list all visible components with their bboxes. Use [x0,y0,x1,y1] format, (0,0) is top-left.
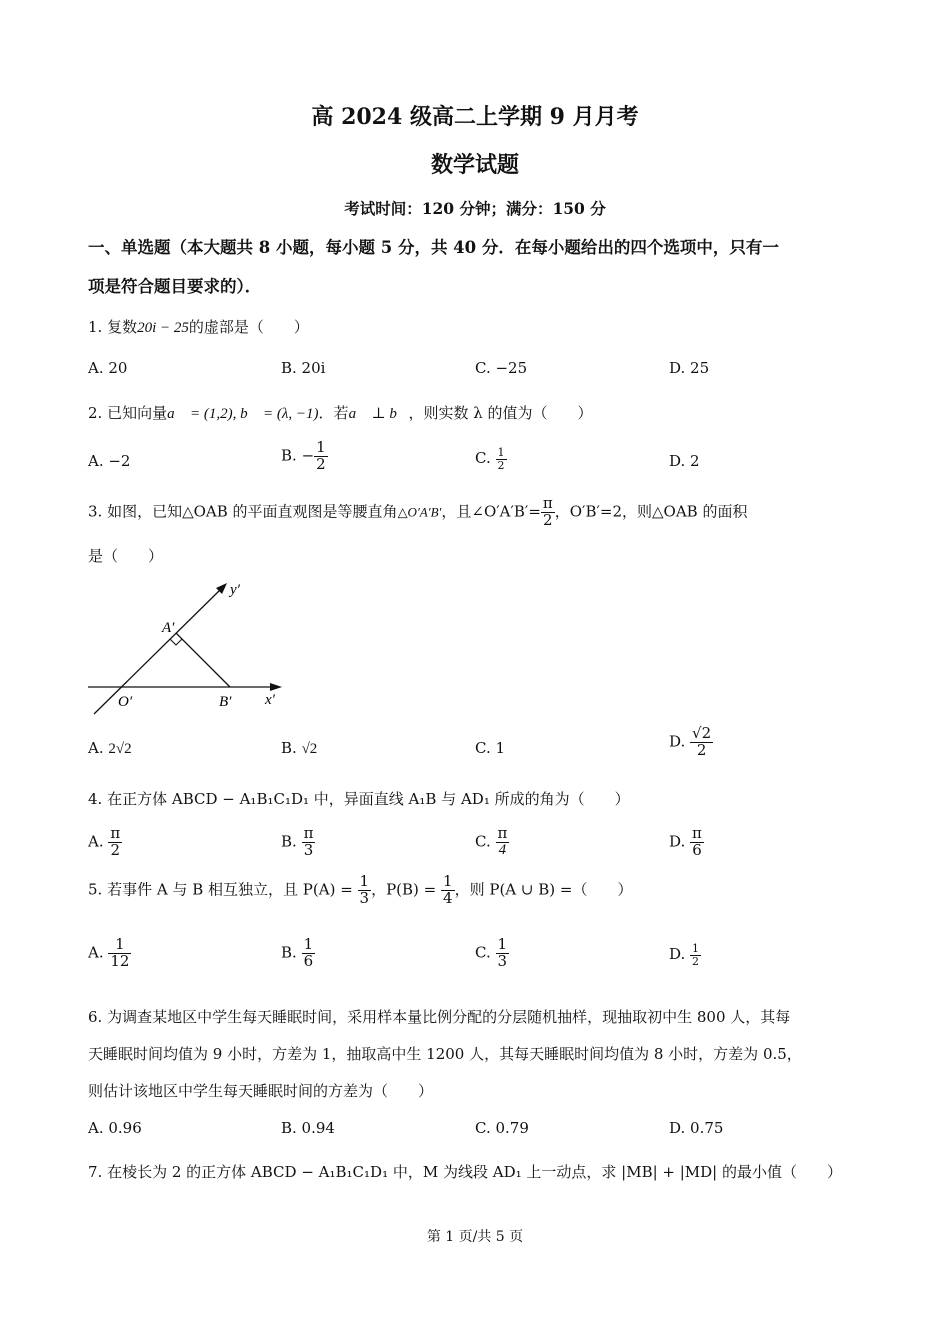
question-number: 1. [88,318,103,336]
question-text: ，P(B) = [371,880,437,899]
option-a: A. −2 [88,452,131,470]
section-heading-line1: 一、单选题（本大题共 8 小题，每小题 5 分，共 40 分．在每小题给出的四个选项中，只有一 [88,238,779,257]
math-expression: △O′A′B′ [397,504,442,520]
question-4 [88,788,630,809]
option-d: D. $\frac{\pi}{6}$ [669,824,702,859]
option-c: C. −25 [475,359,528,377]
question-number: 5. [88,880,103,899]
fraction: $\frac{1}{2}$ [316,438,326,473]
fraction: $\frac{1}{6}$ [303,935,314,970]
fraction: $\frac{\pi}{2}$ [542,494,553,529]
option-b: B. 20i [281,359,326,377]
question-number: 4. [88,790,103,808]
exam-subtitle: 数学试题 [430,152,519,178]
fraction: $\frac{\pi}{2}$ [110,824,121,859]
fraction: $\frac{1}{3}$ [497,935,508,970]
fraction: $\frac{\pi}{3}$ [303,824,314,859]
option-d: D. 25 [669,359,710,377]
option-d: D. 2 [669,452,700,470]
option-b: B. $\frac{\pi}{3}$ [281,824,314,859]
option-c: C. $\frac{1}{2}$ [475,446,505,472]
question-6-line1: 6. 为调查某地区中学生每天睡眠时间，采用样本量比例分配的分层随机抽样，现抽取初中生 800 人，其每 [88,1008,791,1026]
label-x: x′ [265,692,275,708]
option-a: A. 20 [88,359,128,377]
fraction: $\frac{√2}{2}$ [692,724,712,759]
question-text: ，且∠O′A′B′= [441,502,541,521]
option-d: D. $\frac{√2}{2}$ [669,724,712,759]
oblique-projection-figure [80,570,300,720]
right-angle-marker [170,639,182,645]
option-c: C. $\frac{\pi}{4}$ [475,824,508,858]
option-a: A. $\frac{\pi}{2}$ [88,824,121,859]
question-text: ，O′B′=2，则△OAB 的面积 [554,502,748,521]
fraction: $\frac{1}{4}$ [443,872,453,907]
option-d: D. 0.75 [669,1119,724,1137]
exam-title: 高 2024 级高二上学期 9 月月考 [311,104,639,130]
page-number: 第 1 页/共 5 页 [426,1229,524,1245]
option-c: C. 1 [475,739,506,757]
question-text: ，则 P(A ∪ B) =（ ） [454,880,633,899]
fraction: $\frac{1}{3}$ [359,872,370,907]
question-text: 若事件 A 与 B 相互独立，且 P(A) = [107,880,353,899]
fraction: $\frac{\pi}{4}$ [497,824,508,858]
fraction: $\frac{1}{12}$ [110,935,130,970]
question-6-line2: 天睡眠时间均值为 9 小时，方差为 1，抽取高中生 1200 人，其每天睡眠时间均值为 8 小时，方差为 0.5， [88,1045,802,1063]
label-y: y′ [230,582,240,598]
question-3 [88,496,747,529]
question-6-line3: 则估计该地区中学生每天睡眠时间的方差为（ ） [88,1082,434,1100]
math-expression: 20i − 25 [137,320,189,336]
question-5 [88,874,632,907]
question-2 [88,402,593,423]
question-number: 3. [88,502,103,521]
option-b: B. √2 [281,739,318,757]
option-a: A. 2√2 [88,739,132,757]
option-c: C. $\frac{1}{3}$ [475,935,508,970]
option-b: B. 0.94 [281,1119,335,1137]
exam-info: 考试时间：120 分钟；满分：150 分 [344,199,606,218]
label-a: A′ [162,620,175,636]
x-axis-arrow [270,683,282,691]
option-a: A. 0.96 [88,1119,142,1137]
y-axis [94,590,220,714]
label-o: O′ [118,694,133,710]
option-a: A. $\frac{1}{12}$ [88,935,130,970]
question-3-line2: 是（ ） [88,547,164,565]
option-b: B. $\frac{1}{6}$ [281,935,314,970]
option-b: B. − $\frac{1}{2}$ [281,438,326,473]
segment-a-b [176,633,230,687]
question-text: ，则实数 λ 的值为（ ） [408,404,593,422]
math-expression: a⃗ ⊥ b⃗ [348,406,409,422]
section-heading-line2: 项是符合题目要求的）． [88,277,262,296]
question-text: 已知向量 [107,404,168,422]
question-1 [88,316,309,337]
question-text: 的虚部是（ ） [188,318,309,336]
question-text: 在正方体 ABCD − A₁B₁C₁D₁ 中，异面直线 A₁B 与 AD₁ 所成的角为（ ） [107,790,630,808]
math-expression: a⃗ = (1,2), b⃗ = (λ, −1) [167,406,319,422]
question-text: 如图，已知△OAB 的平面直观图是等腰直角 [107,502,398,521]
fraction: $\frac{1}{2}$ [497,446,505,472]
question-number: 2. [88,404,103,422]
fraction: $\frac{\pi}{6}$ [692,824,702,859]
fraction: $\frac{1}{2}$ [692,942,700,968]
question-7: 7. 在棱长为 2 的正方体 ABCD − A₁B₁C₁D₁ 中，M 为线段 AD₁ 上一动点，求 |MB| + |MD| 的最小值（ ） [88,1163,843,1181]
option-d: D. $\frac{1}{2}$ [669,942,700,968]
label-b: B′ [219,694,232,710]
option-c: C. 0.79 [475,1119,529,1137]
question-text: 复数 [107,318,138,336]
question-text: ．若 [318,404,349,422]
